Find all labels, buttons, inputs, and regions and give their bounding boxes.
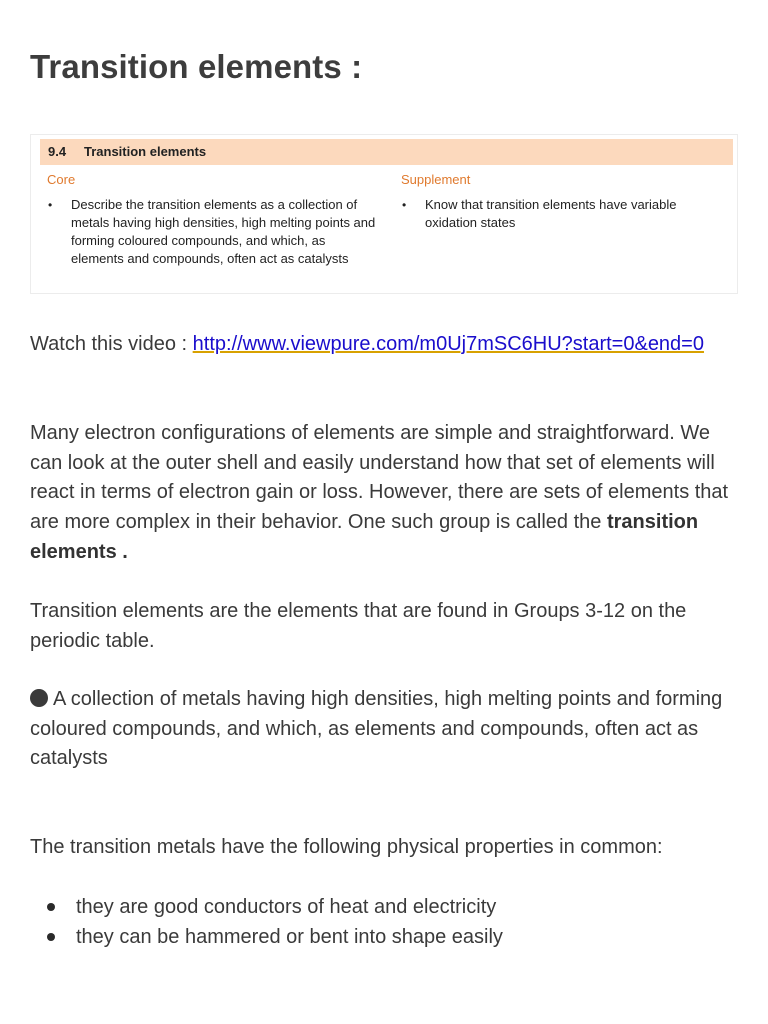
supplement-column [401, 171, 711, 232]
page-title: Transition elements : [30, 48, 363, 85]
list-item [30, 892, 503, 922]
section-title: Transition elements [84, 144, 207, 159]
collection-text: A collection of metals having high densities, high melting points and forming coloured compounds, and which, as elements and compounds, often act as catalysts [30, 688, 723, 770]
supplement-item [401, 196, 711, 232]
bullet-icon: • [402, 198, 407, 212]
supplement-item-text: Know that transition elements have variable oxidation states [425, 197, 677, 230]
list-item-text: they are good conductors of heat and electricity [76, 896, 497, 918]
video-prefix: Watch this video : [30, 333, 193, 355]
list-item-text: they can be hammered or bent into shape easily [76, 926, 503, 948]
core-column [47, 171, 377, 268]
supplement-label: Supplement [401, 172, 471, 187]
video-paragraph [30, 330, 740, 360]
list-item [30, 922, 503, 952]
filled-circle-icon [30, 689, 48, 707]
video-link[interactable]: http://www.viewpure.com/m0Uj7mSC6HU?start=0&end=0 [192, 333, 704, 355]
properties-list [30, 892, 503, 952]
section-number: 9.4 [48, 144, 67, 159]
core-item [47, 196, 377, 268]
definition-paragraph: Transition elements are the elements that are found in Groups 3-12 on the periodic table. [30, 600, 687, 652]
intro-bold-term: transition elements . [30, 511, 699, 563]
intro-paragraph [30, 419, 740, 568]
core-item-text: Describe the transition elements as a collection of metals having high densities, high melting points and forming coloured compounds, and which, as elements and compounds, often act as catalysts [71, 197, 376, 266]
intro-text: Many electron configurations of elements are simple and straightforward. We can look at the outer shell and easily understand how that set of elements will react in terms of electron gain or loss. However, there are sets of elements that are more complex in their behavior. One such group is called the [30, 422, 729, 534]
core-label: Core [47, 172, 76, 187]
bullet-icon [47, 933, 55, 941]
syllabus-header [40, 139, 733, 165]
collection-paragraph [30, 685, 740, 774]
bullet-icon: • [48, 198, 53, 212]
syllabus-box [30, 134, 738, 294]
properties-intro: The transition metals have the following physical properties in common: [30, 836, 663, 858]
bullet-icon [47, 903, 55, 911]
